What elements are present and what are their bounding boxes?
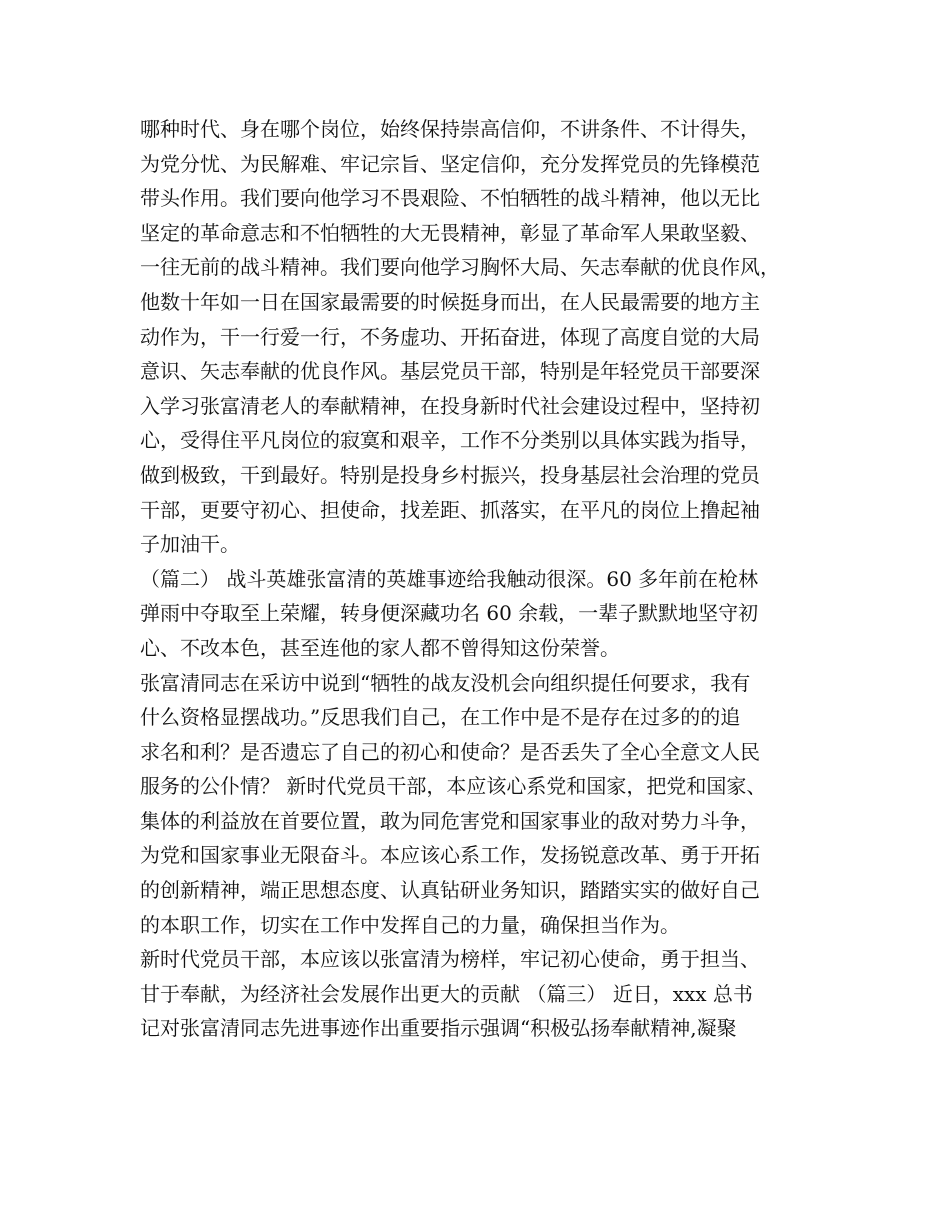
text-line: 集体的利益放在首要位置，敢为同危害党和国家事业的敌对势力斗争， xyxy=(140,808,760,833)
text-line: 子加油干。 xyxy=(140,532,240,557)
text-line: 坚定的革命意志和不怕牺牲的大无畏精神，彰显了革命军人果敢坚毅、 xyxy=(140,220,760,245)
text-line: 记对张富清同志先进事迹作出重要指示强调“积极弘扬奉献精神,凝聚 xyxy=(140,1016,737,1041)
text-line: 一往无前的战斗精神。我们要向他学习胸怀大局、矢志奉献的优良作风， xyxy=(140,255,780,280)
text-line: 甘于奉献，为经济社会发展作出更大的贡献 （篇三） 近日，xxx 总书 xyxy=(140,981,753,1006)
text-line: 弹雨中夺取至上荣耀，转身便深藏功名 60 余载，一辈子默默地坚守初 xyxy=(140,601,759,626)
text-line: 什么资格显摆战功。”反思我们自己，在工作中是不是存在过多的的追 xyxy=(140,705,741,730)
text-line: 心，受得住平凡岗位的寂寞和艰辛，工作不分类别以具体实践为指导， xyxy=(140,428,760,453)
text-line: 哪种时代、身在哪个岗位，始终保持崇高信仰，不讲条件、不计得失， xyxy=(140,117,760,141)
text-line: 做到极致，干到最好。特别是投身乡村振兴，投身基层社会治理的党员 xyxy=(140,462,760,487)
text-line: 的创新精神，端正思想态度、认真钻研业务知识，踏踏实实的做好自己 xyxy=(140,878,760,903)
text-line: 为党和国家事业无限奋斗。本应该心系工作，发扬锐意改革、勇于开拓 xyxy=(140,843,760,868)
text-line: 张富清同志在采访中说到“牺牲的战友没机会向组织提任何要求，我有 xyxy=(140,670,751,695)
section-heading-line: （篇二） 战斗英雄张富清的英雄事迹给我触动很深。60 多年前在枪林 xyxy=(140,566,759,591)
text-line: 的本职工作，切实在工作中发挥自己的力量，确保担当作为。 xyxy=(140,912,680,937)
text-line: 新时代党员干部，本应该以张富清为榜样，牢记初心使命，勇于担当、 xyxy=(140,947,760,972)
text-line: 带头作用。我们要向他学习不畏艰险、不怕牺牲的战斗精神，他以无比 xyxy=(140,186,760,211)
text-line: 求名和利？是否遗忘了自己的初心和使命？是否丢失了全心全意文人民 xyxy=(140,739,760,764)
text-line: 他数十年如一日在国家最需要的时候挺身而出，在人民最需要的地方主 xyxy=(140,289,760,314)
text-line: 意识、矢志奉献的优良作风。基层党员干部，特别是年轻党员干部要深 xyxy=(140,359,760,384)
text-line: 动作为，干一行爱一行，不务虚功、开拓奋进，体现了高度自觉的大局 xyxy=(140,324,760,349)
text-line: 为党分忧、为民解难、牢记宗旨、坚定信仰，充分发挥党员的先锋模范 xyxy=(140,151,760,176)
text-line: 入学习张富清老人的奉献精神，在投身新时代社会建设过程中，坚持初 xyxy=(140,393,760,418)
text-line: 服务的公仆情？ 新时代党员干部，本应该心系党和国家，把党和国家、 xyxy=(140,774,767,799)
text-line: 干部，更要守初心、担使命，找差距、抓落实，在平凡的岗位上撸起袖 xyxy=(140,497,760,522)
document-body xyxy=(140,112,830,1046)
text-line: 心、不改本色，甚至连他的家人都不曾得知这份荣誉。 xyxy=(140,635,620,660)
